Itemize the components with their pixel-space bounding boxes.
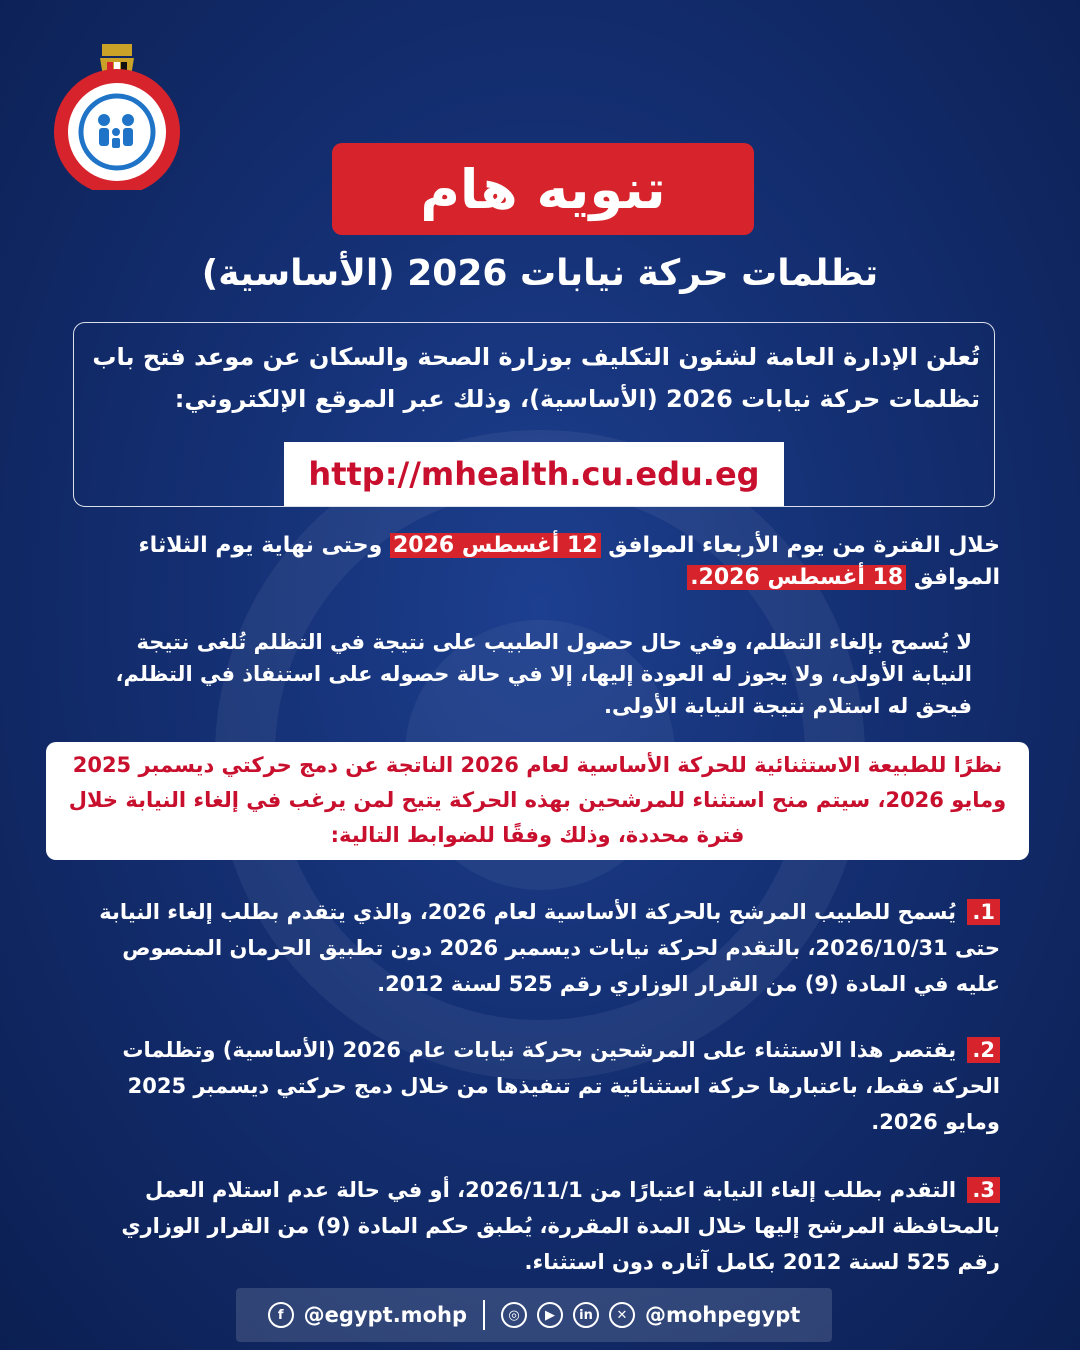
facebook-icon[interactable]: f: [268, 1302, 294, 1328]
linkedin-icon[interactable]: in: [573, 1302, 599, 1328]
period-part1: خلال الفترة من يوم الأربعاء الموافق: [600, 533, 1000, 558]
announcement-title: تنويه هام: [332, 143, 754, 235]
period-text: [80, 530, 1000, 594]
youtube-icon[interactable]: ▶: [537, 1302, 563, 1328]
period-date-end: 18 أغسطس 2026.: [687, 565, 906, 590]
rule-number: 1.: [967, 899, 1000, 925]
website-url[interactable]: http://mhealth.cu.edu.eg: [284, 442, 784, 506]
period-part2: وحتى نهاية يوم الثلاثاء الموافق: [138, 533, 1000, 590]
footer-divider: [483, 1300, 485, 1330]
social-footer: [236, 1288, 832, 1342]
cancellation-note: لا يُسمح بإلغاء التظلم، وفي حال حصول الطبيب على نتيجة في التظلم تُلغى نتيجة النيابة الأولى، ولا يجوز له العودة إليها، إلا في حالة حصوله على استنفاذ في التظلم، فيحق له استلام نتيجة النيابة الأولى.: [115, 630, 972, 718]
exception-alert: نظرًا للطبيعة الاستثنائية للحركة الأساسية لعام 2026 الناتجة عن دمج حركتي ديسمبر 2025 ومايو 2026، سيتم منح استثناء للمرشحين بهذه الحركة يتيح لمن يرغب في إلغاء النيابة خلال فترة محددة، وذلك وفقًا للضوابط التالية:: [46, 742, 1029, 860]
rule-item-1: [80, 894, 1000, 1002]
period-date-start: 12 أغسطس 2026: [390, 533, 601, 558]
instagram-icon[interactable]: ◎: [501, 1302, 527, 1328]
rule-number: 3.: [967, 1177, 1000, 1203]
x-icon[interactable]: ✕: [609, 1302, 635, 1328]
announcement-subtitle: تظلمات حركة نيابات 2026 (الأساسية): [201, 253, 879, 294]
ministry-logo: [52, 40, 182, 190]
rule-item-2: [80, 1032, 1000, 1140]
rule-text: يُسمح للطبيب المرشح بالحركة الأساسية لعام 2026، والذي يتقدم بطلب إلغاء النيابة حتى 2026/10/31، بالتقدم لحركة نيابات ديسمبر 2026 دون تطبيق الحرمان المنصوص عليه في المادة (9) من القرار الوزاري رقم 525 لسنة 2012.: [99, 900, 1000, 996]
facebook-handle[interactable]: @egypt.mohp: [303, 1303, 467, 1327]
rule-number: 2.: [967, 1037, 1000, 1063]
rule-text: التقدم بطلب إلغاء النيابة اعتبارًا من 2026/11/1، أو في حالة عدم استلام العمل بالمحافظة المرشح إليها خلال المدة المقررة، يُطبق حكم المادة (9) من القرار الوزاري رقم 525 لسنة 2012 بكامل آثاره دون استثناء.: [121, 1178, 1000, 1274]
intro-text: تُعلن الإدارة العامة لشئون التكليف بوزارة الصحة والسكان عن موعد فتح باب تظلمات حركة نيابات 2026 (الأساسية)، وذلك عبر الموقع الإلكتروني:: [92, 343, 980, 413]
rule-text: يقتصر هذا الاستثناء على المرشحين بحركة نيابات عام 2026 (الأساسية) وتظلمات الحركة فقط، باعتبارها حركة استثنائية تم تنفيذها من خلال دمج حركتي ديسمبر 2025 ومايو 2026.: [122, 1038, 1000, 1134]
rule-item-3: [80, 1172, 1000, 1280]
social-handle[interactable]: @mohpegypt: [644, 1303, 801, 1327]
